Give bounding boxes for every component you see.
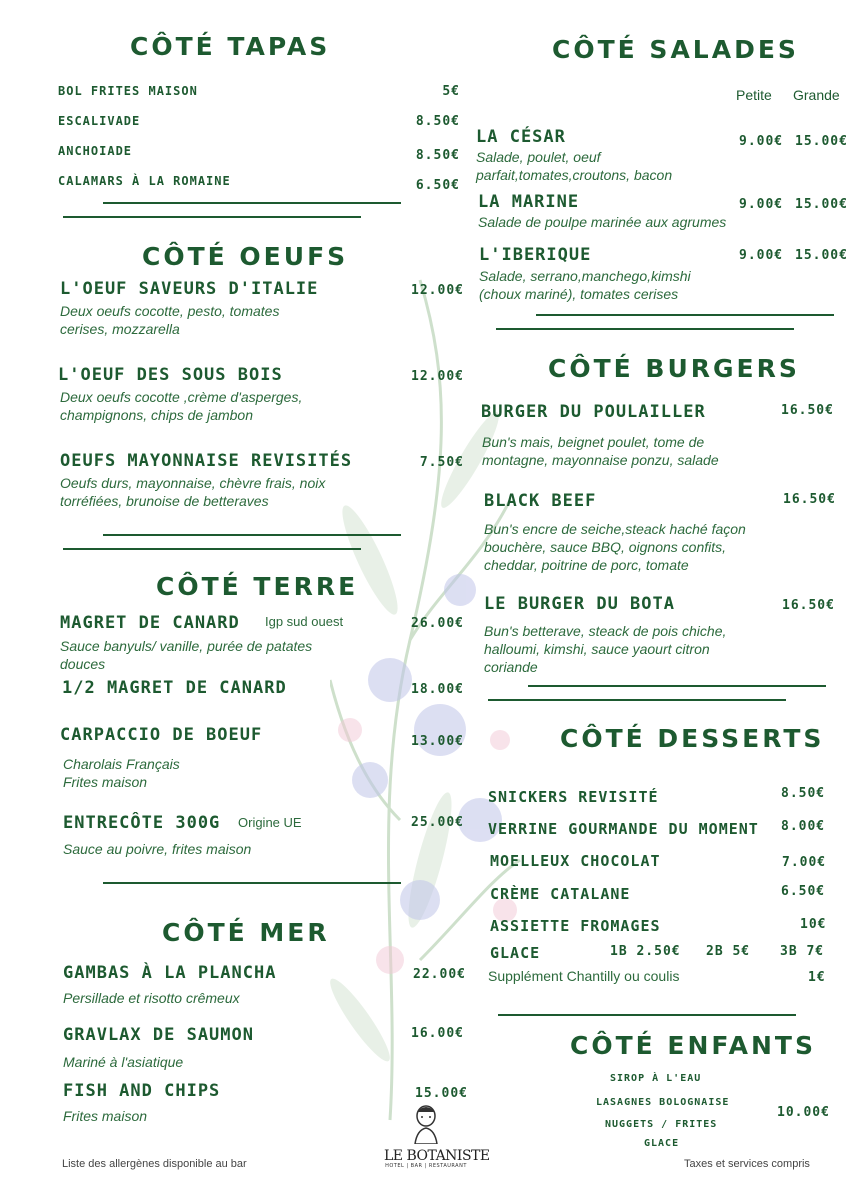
enfants-item-name: LASAGNES BOLOGNAISE [596,1097,730,1108]
divider [488,699,786,701]
tapas-item-price: 6.50€ [415,178,460,193]
tapas-item-price: 8.50€ [415,114,460,129]
enfants-item-name: SIROP À L'EAU [610,1073,702,1084]
mer-item-desc: Frites maison [63,1108,148,1124]
salades-item-name: LA CÉSAR [476,127,566,147]
oeufs-item-desc: Deux oeufs cocotte, pesto, tomates cerises, mozzarella [60,303,280,337]
salades-item-desc: Salade de poulpe marinée aux agrumes [478,214,727,230]
tapas-item-price: 5€ [442,84,460,99]
enfants-item-name: GLACE [644,1138,680,1149]
salades-item-desc: Salade, poulet, oeuf parfait,tomates,croutons, bacon [476,149,673,183]
desserts-item-name: SNICKERS REVISITÉ [488,788,659,806]
divider [63,548,361,550]
terre-item-name: CARPACCIO DE BOEUF [60,725,263,745]
terre-item-price: 26.00€ [411,616,464,631]
mer-item-desc: Mariné à l'asiatique [63,1054,184,1070]
salades-item-name: L'IBERIQUE [479,245,592,265]
terre-item-price: 25.00€ [411,815,464,830]
salades-heading: CÔTÉ SALADES [552,35,799,64]
allergens-note: Liste des allergènes disponible au bar [62,1158,247,1170]
terre-item-desc: Sauce au poivre, frites maison [63,841,252,857]
tapas-item-name: CALAMARS À LA ROMAINE [58,174,231,188]
divider [103,534,401,536]
divider [528,685,826,687]
salades-item-desc: Salade, serrano,manchego,kimshi (choux mariné), tomates cerises [479,268,691,302]
desserts-item-price: 10€ [800,917,827,932]
mer-item-name: GAMBAS À LA PLANCHA [63,963,277,983]
mer-item-desc: Persillade et risotto crêmeux [63,990,240,1006]
logo-tagline: HOTEL | BAR | RESTAURANT [385,1163,467,1169]
oeufs-item-desc: Deux oeufs cocotte ,crème d'asperges, champignons, chips de jambon [60,389,303,423]
desserts-item-name: CRÈME CATALANE [490,885,631,903]
tapas-item-price: 8.50€ [415,148,460,163]
oeufs-item-price: 12.00€ [411,283,464,298]
oeufs-item-name: L'OEUF DES SOUS BOIS [58,365,283,385]
glace-1-boule-price: 1B 2.50€ [610,944,681,959]
terre-item-price: 13.00€ [411,734,464,749]
desserts-item-price: 7.00€ [782,855,827,870]
burgers-item-desc: Bun's betterave, steack de pois chiche, halloumi, kimshi, sauce yaourt citron coriande [484,623,727,675]
burgers-item-name: LE BURGER DU BOTA [484,594,675,614]
oeufs-item-name: L'OEUF SAVEURS D'ITALIE [60,279,319,299]
mer-item-name: GRAVLAX DE SAUMON [63,1025,254,1045]
terre-item-name: MAGRET DE CANARD [60,613,240,633]
burgers-item-desc: Bun's encre de seiche,steack haché façon bouchère, sauce BBQ, oignons confits, cheddar, poitrine de porc, tomate [484,521,746,573]
oeufs-item-price: 7.50€ [419,455,464,470]
oeufs-item-desc: Oeufs durs, mayonnaise, chèvre frais, noix torréfiées, brunoise de betteraves [60,475,326,509]
desserts-item-price: 8.50€ [781,786,826,801]
terre-item-desc: Sauce banyuls/ vanille, purée de patates douces [60,638,313,672]
column-header-petite: Petite [736,87,772,103]
enfants-menu-price: 10.00€ [777,1105,830,1120]
desserts-item-price: 6.50€ [781,884,826,899]
salades-item-price-grande: 15.00€ [795,134,848,149]
terre-item-name: ENTRECÔTE 300G [63,813,221,833]
desserts-item-name: VERRINE GOURMANDE DU MOMENT [488,820,759,838]
terre-item-desc: Charolais Français Frites maison [63,756,180,790]
logo-name: LE BOTANISTE [384,1148,490,1164]
terre-heading: CÔTÉ TERRE [156,572,359,601]
terre-item-origin: Origine UE [238,815,302,830]
botanist-portrait-icon [411,1104,441,1144]
tapas-item-name: ESCALIVADE [58,114,141,128]
desserts-item-name: ASSIETTE FROMAGES [490,917,661,935]
terre-item-name: 1/2 MAGRET DE CANARD [62,678,287,698]
column-header-grande: Grande [793,87,840,103]
terre-item-origin: Igp sud ouest [265,614,344,629]
mer-item-price: 15.00€ [415,1086,468,1101]
mer-heading: CÔTÉ MER [162,918,330,947]
oeufs-heading: CÔTÉ OEUFS [142,242,349,271]
divider [103,882,401,884]
salades-item-price-petite: 9.00€ [739,197,784,212]
burgers-item-name: BLACK BEEF [484,491,597,511]
mer-item-price: 22.00€ [413,967,466,982]
divider [496,328,794,330]
mer-item-price: 16.00€ [411,1026,464,1041]
tapas-item-name: ANCHOIADE [58,144,133,158]
burgers-item-price: 16.50€ [782,598,835,613]
tapas-heading: CÔTÉ TAPAS [130,32,331,61]
burgers-item-desc: Bun's mais, beignet poulet, tome de montagne, mayonnaise ponzu, salade [482,434,719,468]
divider [536,314,834,316]
glace-2-boules-price: 2B 5€ [706,944,751,959]
oeufs-item-price: 12.00€ [411,369,464,384]
divider [103,202,401,204]
salades-item-price-petite: 9.00€ [739,134,784,149]
burgers-item-name: BURGER DU POULAILLER [481,402,706,422]
logo [384,1104,490,1169]
burgers-item-price: 16.50€ [781,403,834,418]
mer-item-name: FISH AND CHIPS [63,1081,221,1101]
terre-item-price: 18.00€ [411,682,464,697]
salades-item-price-grande: 15.00€ [795,197,848,212]
glace-name: GLACE [490,944,541,962]
taxes-note: Taxes et services compris [684,1158,810,1170]
glace-3-boules-price: 3B 7€ [780,944,825,959]
enfants-item-name: NUGGETS / FRITES [605,1119,718,1130]
divider [498,1014,796,1016]
desserts-item-price: 8.00€ [781,819,826,834]
supplement-price: 1€ [808,970,826,985]
burgers-item-price: 16.50€ [783,492,836,507]
divider [63,216,361,218]
desserts-item-name: MOELLEUX CHOCOLAT [490,852,661,870]
enfants-heading: CÔTÉ ENFANTS [570,1031,816,1060]
salades-item-name: LA MARINE [478,192,580,212]
desserts-heading: CÔTÉ DESSERTS [560,724,825,753]
oeufs-item-name: OEUFS MAYONNAISE REVISITÉS [60,451,353,471]
burgers-heading: CÔTÉ BURGERS [548,354,800,383]
supplement-label: Supplément Chantilly ou coulis [488,968,680,984]
tapas-item-name: BOL FRITES MAISON [58,84,198,98]
salades-item-price-grande: 15.00€ [795,248,848,263]
salades-item-price-petite: 9.00€ [739,248,784,263]
